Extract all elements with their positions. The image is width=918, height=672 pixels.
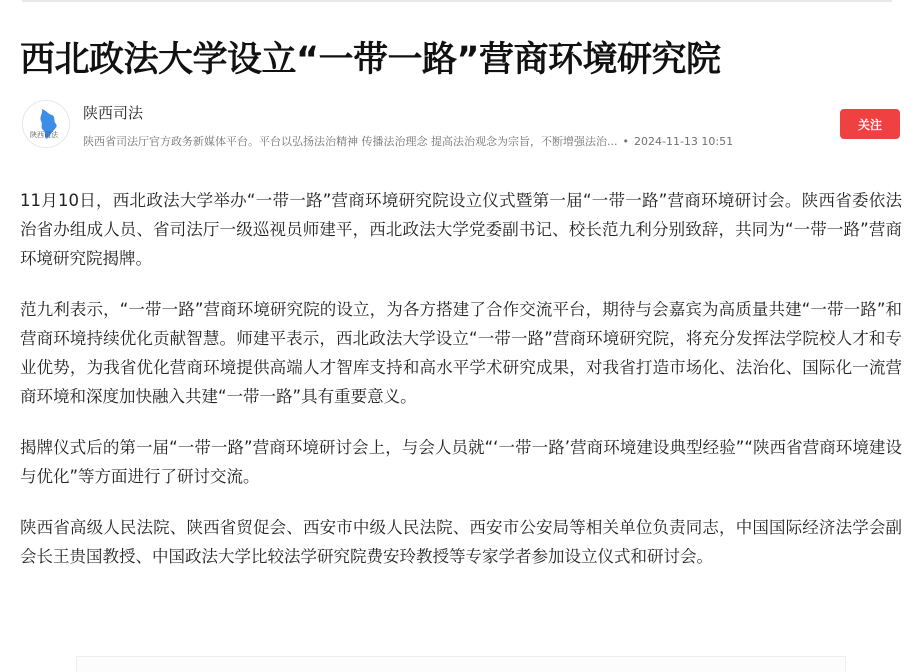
publish-timestamp: 2024-11-13 10:51 bbox=[633, 135, 734, 148]
svg-text:陕西司法: 陕西司法 bbox=[30, 131, 58, 139]
embedded-content-card[interactable] bbox=[76, 656, 846, 672]
article-paragraph: 陕西省高级人民法院、陕西省贸促会、西安市中级人民法院、西安市公安局等相关单位负责同志，中国国际经济法学会副会长王贵国教授、中国政法大学比较法学研究院费安玲教授等专家学者参加设立仪式和研讨会。 bbox=[20, 518, 902, 566]
article-title: 西北政法大学设立“一带一路”营商环境研究院 bbox=[20, 40, 721, 80]
meta-separator: • bbox=[622, 135, 629, 148]
author-description: 陕西省司法厅官方政务新媒体平台。平台以弘扬法治精神 传播法治理念 提高法治观念为宗旨，不断增强法治... bbox=[83, 135, 618, 148]
author-meta bbox=[83, 134, 733, 150]
article-body bbox=[20, 186, 902, 593]
article-paragraph: 11月10日，西北政法大学举办“一带一路”营商环境研究院设立仪式暨第一届“一带一路”营商环境研讨会。陕西省委依法治省办组成人员、省司法厅一级巡视员师建平，西北政法大学党委副书记、校长范九利分别致辞，共同为“一带一路”营商环境研究院揭牌。 bbox=[20, 191, 902, 268]
author-name[interactable]: 陕西司法 bbox=[83, 104, 144, 122]
shaanxi-judicial-logo-icon bbox=[23, 101, 69, 147]
top-divider bbox=[22, 0, 892, 2]
article-paragraph: 范九利表示，“一带一路”营商环境研究院的设立，为各方搭建了合作交流平台，期待与会嘉宾为高质量共建“一带一路”和营商环境持续优化贡献智慧。师建平表示，西北政法大学设立“一带一路”营商环境研究院，将充分发挥法学院校人才和专业优势，为我省优化营商环境提供高端人才智库支持和高水平学术研究成果，对我省打造市场化、法治化、国际化一流营商环境和深度加快融入共建“一带一路”具有重要意义。 bbox=[20, 300, 902, 406]
avatar[interactable] bbox=[22, 100, 70, 148]
follow-button[interactable]: 关注 bbox=[840, 109, 900, 139]
author-row bbox=[22, 98, 902, 154]
article-paragraph: 揭牌仪式后的第一届“一带一路”营商环境研讨会上，与会人员就“‘一带一路’营商环境建设典型经验”“陕西省营商环境建设与优化”等方面进行了研讨交流。 bbox=[20, 438, 902, 486]
